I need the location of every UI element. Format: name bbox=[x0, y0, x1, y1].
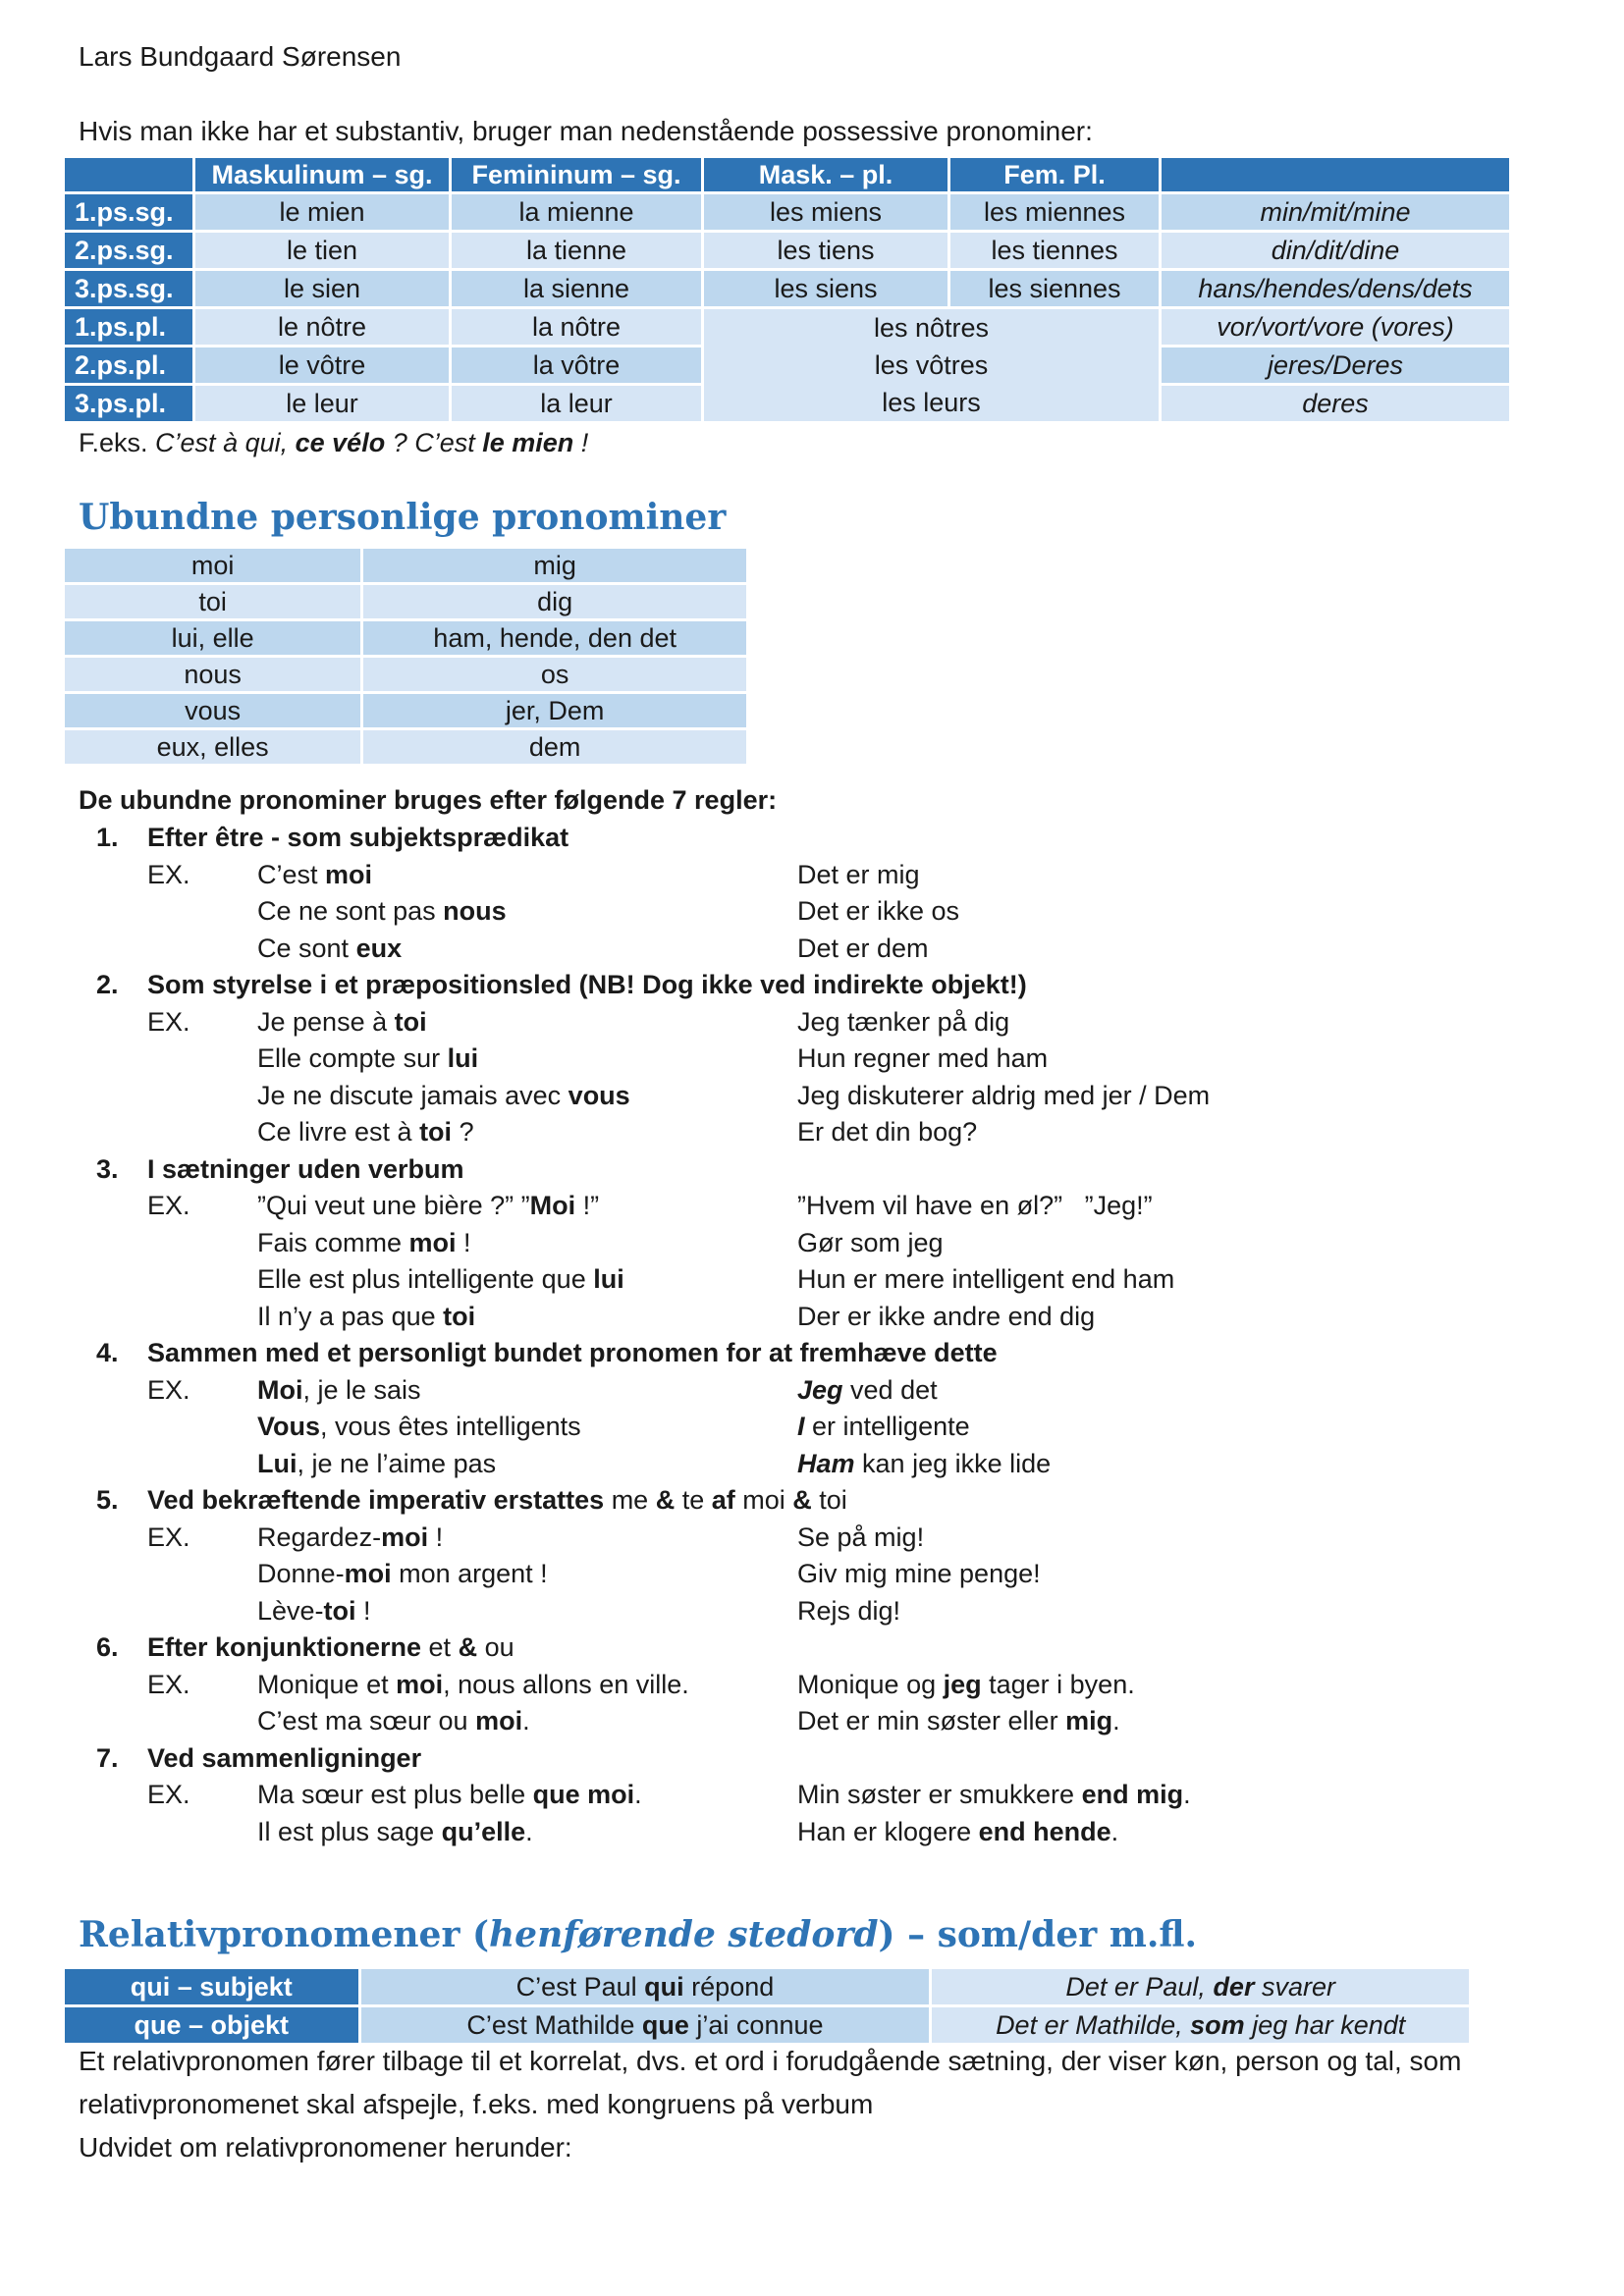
rule-title-part: me bbox=[604, 1485, 656, 1515]
table-cell: les siennes bbox=[950, 271, 1159, 306]
example-line bbox=[79, 428, 588, 458]
da-text: Han er klogere bbox=[797, 1817, 979, 1846]
french-example bbox=[257, 1264, 624, 1295]
rule-number: 5. bbox=[96, 1485, 119, 1515]
french-example bbox=[257, 1302, 475, 1332]
fr-text: Monique et bbox=[257, 1670, 397, 1699]
row-label: 3.ps.sg. bbox=[65, 271, 192, 306]
table-cell: le nôtre bbox=[195, 309, 449, 345]
da-bold: Ham bbox=[797, 1449, 855, 1478]
fr-bold: Moi bbox=[257, 1375, 303, 1405]
rule-title: Ved sammenligninger bbox=[147, 1743, 422, 1773]
fr-text: Donne- bbox=[257, 1559, 345, 1588]
fr-text: , nous allons en ville. bbox=[443, 1670, 689, 1699]
french-example bbox=[257, 1375, 421, 1406]
fr-text: !” bbox=[575, 1191, 600, 1220]
fr-text: ! bbox=[355, 1596, 371, 1626]
relative-paragraph bbox=[79, 2040, 1551, 2169]
danish-example bbox=[797, 1449, 1051, 1479]
table-row bbox=[65, 621, 746, 655]
da-bold: end mig bbox=[1081, 1780, 1184, 1809]
danish-example: Er det din bog? bbox=[797, 1117, 978, 1147]
french-example bbox=[257, 1670, 689, 1700]
table-cell: ham, hende, den det bbox=[363, 621, 746, 655]
rule-title-part: & bbox=[458, 1632, 478, 1662]
danish-example: Der er ikke andre end dig bbox=[797, 1302, 1096, 1331]
ex-label: EX. bbox=[147, 1191, 190, 1220]
rule-number: 4. bbox=[96, 1338, 119, 1367]
french-example bbox=[257, 1191, 599, 1221]
fr-bold: Lui bbox=[257, 1449, 298, 1478]
example-text: ? C’est bbox=[385, 428, 483, 457]
da-text: . bbox=[1110, 1817, 1119, 1846]
fr-bold: moi bbox=[396, 1670, 444, 1699]
table-cell: le vôtre bbox=[195, 347, 449, 383]
fr-bold: qu’elle bbox=[441, 1817, 526, 1846]
plural-1: les nôtres bbox=[873, 313, 990, 343]
table-cell: la tienne bbox=[452, 233, 701, 268]
fr-bold: qui bbox=[644, 1971, 684, 2002]
row-label: 2.ps.sg. bbox=[65, 233, 192, 268]
fr-bold: vous bbox=[568, 1081, 630, 1110]
table-cell: la leur bbox=[452, 386, 701, 421]
fr-text: . bbox=[522, 1706, 530, 1735]
table-cell: le mien bbox=[195, 194, 449, 230]
example-text: ! bbox=[573, 428, 589, 457]
fr-text: Ma sœur est plus belle bbox=[257, 1780, 533, 1809]
da-bold: I bbox=[797, 1412, 805, 1441]
rule-number: 3. bbox=[96, 1154, 119, 1184]
fr-text: ! bbox=[456, 1228, 471, 1257]
da-text: . bbox=[1183, 1780, 1191, 1809]
da-text: Min søster er smukkere bbox=[797, 1780, 1082, 1809]
fr-bold: moi bbox=[408, 1228, 457, 1257]
fr-bold: moi bbox=[325, 860, 373, 889]
plural-2: les vôtres bbox=[874, 350, 989, 380]
french-example bbox=[257, 1117, 474, 1148]
heading-part: henførende stedord bbox=[489, 1914, 879, 1955]
danish-example: Hun regner med ham bbox=[797, 1043, 1049, 1073]
rule-title bbox=[147, 1632, 514, 1663]
intro-text: Hvis man ikke har et substantiv, bruger man nedenstående possessive pronominer: bbox=[79, 116, 1093, 146]
rule-title-part: moi bbox=[734, 1485, 793, 1515]
table-cell: dem bbox=[363, 730, 746, 764]
row-label: 2.ps.pl. bbox=[65, 347, 192, 383]
da-bold: end hende bbox=[978, 1817, 1111, 1846]
fr-text: , je ne l’aime pas bbox=[297, 1449, 497, 1478]
personal-pronoun-table bbox=[62, 546, 749, 767]
fr-text: Je ne discute jamais avec bbox=[257, 1081, 568, 1110]
table-cell: la vôtre bbox=[452, 347, 701, 383]
header-cell bbox=[1162, 158, 1509, 191]
plural-merged-cell bbox=[704, 309, 1159, 421]
table-row bbox=[65, 271, 1509, 306]
fr-text: Ce livre est à bbox=[257, 1117, 420, 1147]
fr-bold: toi bbox=[443, 1302, 476, 1331]
ex-label: EX. bbox=[147, 1522, 190, 1552]
fr-text: ”Qui veut une bière ?” ” bbox=[257, 1191, 530, 1220]
fr-bold: toi bbox=[419, 1117, 453, 1147]
table-cell: vous bbox=[65, 694, 360, 727]
da-text: er intelligente bbox=[804, 1412, 970, 1441]
table-cell: moi bbox=[65, 549, 360, 582]
author-name: Lars Bundgaard Sørensen bbox=[79, 41, 402, 72]
rule-title bbox=[147, 1485, 847, 1516]
table-cell: nous bbox=[65, 658, 360, 691]
table-row bbox=[65, 309, 1509, 345]
danish-example: Giv mig mine penge! bbox=[797, 1559, 1041, 1588]
da-bold: jeg bbox=[943, 1670, 982, 1699]
header-cell: Fem. Pl. bbox=[950, 158, 1159, 191]
da-text: Monique og bbox=[797, 1670, 944, 1699]
heading-part: Relativpronomener ( bbox=[79, 1914, 489, 1955]
ex-label: EX. bbox=[147, 1375, 190, 1405]
table-cell bbox=[361, 1969, 930, 2004]
rule-title: Efter être - som subjektsprædikat bbox=[147, 823, 569, 852]
fr-text: Fais comme bbox=[257, 1228, 409, 1257]
rule-title-part: toi bbox=[811, 1485, 847, 1515]
table-cell: les tiens bbox=[704, 233, 947, 268]
danish-example bbox=[797, 1375, 938, 1406]
da-text: Det er Paul, bbox=[1065, 1971, 1214, 2002]
row-label: qui – subjekt bbox=[65, 1969, 358, 2004]
table-cell: eux, elles bbox=[65, 730, 360, 764]
table-row bbox=[65, 233, 1509, 268]
table-cell: le sien bbox=[195, 271, 449, 306]
rule-number: 6. bbox=[96, 1632, 119, 1662]
table-cell: la nôtre bbox=[452, 309, 701, 345]
fr-text: Ce sont bbox=[257, 934, 356, 963]
fr-text: C’est Paul bbox=[515, 1971, 645, 2002]
table-cell: jeres/Deres bbox=[1162, 347, 1509, 383]
rule-title: Sammen med et personligt bundet pronomen for at fremhæve dette bbox=[147, 1338, 998, 1367]
french-example bbox=[257, 1007, 427, 1038]
da-text: kan jeg ikke lide bbox=[854, 1449, 1052, 1478]
table-cell: les miennes bbox=[950, 194, 1159, 230]
rule-title-part: et bbox=[421, 1632, 459, 1662]
section-heading-personal: Ubundne personlige pronominer bbox=[79, 497, 727, 538]
relative-pronoun-table bbox=[62, 1966, 1472, 2046]
french-example bbox=[257, 1780, 642, 1810]
fr-bold: que bbox=[641, 2009, 689, 2040]
fr-bold: Vous bbox=[257, 1412, 321, 1441]
table-row bbox=[65, 585, 746, 618]
table-cell: le tien bbox=[195, 233, 449, 268]
table-cell: dig bbox=[363, 585, 746, 618]
french-example bbox=[257, 1449, 496, 1479]
fr-text: Lève- bbox=[257, 1596, 324, 1626]
danish-example: Det er ikke os bbox=[797, 896, 960, 926]
da-text: ved det bbox=[842, 1375, 938, 1405]
fr-text: . bbox=[525, 1817, 533, 1846]
table-row bbox=[65, 194, 1509, 230]
rule-title: I sætninger uden verbum bbox=[147, 1154, 464, 1184]
table-row bbox=[65, 694, 746, 727]
fr-bold: nous bbox=[443, 896, 507, 926]
fr-text: répond bbox=[683, 1971, 775, 2002]
section-heading-relative bbox=[79, 1914, 1197, 1955]
danish-example: Det er dem bbox=[797, 934, 929, 963]
fr-bold: eux bbox=[355, 934, 403, 963]
table-cell bbox=[932, 1969, 1469, 2004]
fr-text: ! bbox=[428, 1522, 444, 1552]
ex-label: EX. bbox=[147, 1670, 190, 1699]
fr-bold: toi bbox=[323, 1596, 356, 1626]
table-cell bbox=[932, 2007, 1469, 2043]
table-cell: les tiennes bbox=[950, 233, 1159, 268]
example-bold: ce vélo bbox=[295, 428, 386, 457]
paragraph-text: Et relativpronomen fører tilbage til et korrelat, dvs. et ord i forudgående sætning, der viser køn, person og tal, som relativpronomenet skal afspejle, f.eks. med kongruens på verbum bbox=[79, 2046, 1462, 2119]
french-example bbox=[257, 1596, 371, 1627]
french-example bbox=[257, 1043, 478, 1074]
danish-example bbox=[797, 1670, 1135, 1700]
table-cell: le leur bbox=[195, 386, 449, 421]
da-bold: som bbox=[1190, 2009, 1245, 2040]
table-cell: mig bbox=[363, 549, 746, 582]
rule-number: 2. bbox=[96, 970, 119, 999]
heading-part: ) – som/der m.fl. bbox=[878, 1914, 1198, 1955]
da-text: Det er Mathilde, bbox=[996, 2009, 1191, 2040]
da-text: Det er min søster eller bbox=[797, 1706, 1066, 1735]
fr-bold: moi bbox=[344, 1559, 392, 1588]
ex-label: EX. bbox=[147, 860, 190, 889]
rule-title-part: Efter konjunktionerne bbox=[147, 1632, 422, 1662]
plural-3: les leurs bbox=[882, 388, 981, 417]
table-cell: les miens bbox=[704, 194, 947, 230]
french-example bbox=[257, 1559, 548, 1589]
table-cell: os bbox=[363, 658, 746, 691]
table-row bbox=[65, 2007, 1469, 2043]
fr-text: C’est ma sœur ou bbox=[257, 1706, 476, 1735]
da-bold: mig bbox=[1065, 1706, 1113, 1735]
table-header-row bbox=[65, 158, 1509, 191]
fr-bold: Moi bbox=[529, 1191, 576, 1220]
fr-bold: que moi bbox=[532, 1780, 635, 1809]
fr-text: Il n’y a pas que bbox=[257, 1302, 444, 1331]
row-label: 1.ps.pl. bbox=[65, 309, 192, 345]
fr-text: Elle est plus intelligente que bbox=[257, 1264, 594, 1294]
da-text: . bbox=[1112, 1706, 1120, 1735]
danish-example: Det er mig bbox=[797, 860, 920, 889]
possessive-table bbox=[62, 155, 1512, 424]
danish-example: Jeg diskuterer aldrig med jer / Dem bbox=[797, 1081, 1211, 1110]
table-cell bbox=[361, 2007, 930, 2043]
danish-example bbox=[797, 1817, 1118, 1847]
example-bold: le mien bbox=[482, 428, 574, 457]
table-row bbox=[65, 730, 746, 764]
table-cell: min/mit/mine bbox=[1162, 194, 1509, 230]
table-cell: deres bbox=[1162, 386, 1509, 421]
table-cell: la sienne bbox=[452, 271, 701, 306]
table-cell: vor/vort/vore (vores) bbox=[1162, 309, 1509, 345]
fr-text: Elle compte sur bbox=[257, 1043, 448, 1073]
fr-text: , vous êtes intelligents bbox=[320, 1412, 581, 1441]
danish-example: Se på mig! bbox=[797, 1522, 925, 1552]
header-cell: Mask. – pl. bbox=[704, 158, 947, 191]
table-cell: jer, Dem bbox=[363, 694, 746, 727]
fr-text: Il est plus sage bbox=[257, 1817, 442, 1846]
da-text: svarer bbox=[1254, 1971, 1335, 2002]
rule-number: 7. bbox=[96, 1743, 119, 1773]
french-example bbox=[257, 1412, 581, 1442]
rule-title-part: Ved bekræftende imperativ erstattes bbox=[147, 1485, 605, 1515]
french-example bbox=[257, 1522, 443, 1553]
fr-text: j’ai connue bbox=[688, 2009, 824, 2040]
fr-text: ? bbox=[452, 1117, 474, 1147]
da-bold: der bbox=[1213, 1971, 1255, 2002]
table-cell: la mienne bbox=[452, 194, 701, 230]
danish-example: Rejs dig! bbox=[797, 1596, 901, 1626]
row-label: que – objekt bbox=[65, 2007, 358, 2043]
fr-text: Regardez- bbox=[257, 1522, 382, 1552]
danish-example: Hun er mere intelligent end ham bbox=[797, 1264, 1175, 1294]
fr-text: Ce ne sont pas bbox=[257, 896, 444, 926]
da-bold: Jeg bbox=[797, 1375, 843, 1405]
rule-title-part: & bbox=[792, 1485, 812, 1515]
table-cell: din/dit/dine bbox=[1162, 233, 1509, 268]
example-text: C’est à qui, bbox=[155, 428, 296, 457]
table-cell: hans/hendes/dens/dets bbox=[1162, 271, 1509, 306]
fr-bold: moi bbox=[381, 1522, 429, 1552]
paragraph-text: Udvidet om relativpronomener herunder: bbox=[79, 2132, 572, 2163]
fr-bold: lui bbox=[593, 1264, 624, 1294]
rule-title-part: & bbox=[655, 1485, 676, 1515]
header-cell: Femininum – sg. bbox=[452, 158, 701, 191]
french-example bbox=[257, 1817, 533, 1847]
ex-label: EX. bbox=[147, 1780, 190, 1809]
rule-title-part: ou bbox=[477, 1632, 514, 1662]
french-example bbox=[257, 860, 372, 890]
table-cell: les siens bbox=[704, 271, 947, 306]
rule-title: Som styrelse i et præpositionsled (NB! Dog ikke ved indirekte objekt!) bbox=[147, 970, 1027, 999]
fr-text: , je le sais bbox=[302, 1375, 421, 1405]
rule-title-part: te bbox=[675, 1485, 712, 1515]
row-label: 1.ps.sg. bbox=[65, 194, 192, 230]
fr-text: mon argent ! bbox=[391, 1559, 548, 1588]
table-cell: lui, elle bbox=[65, 621, 360, 655]
danish-example: Gør som jeg bbox=[797, 1228, 944, 1257]
french-example bbox=[257, 1081, 630, 1111]
fr-bold: toi bbox=[394, 1007, 427, 1037]
table-cell: toi bbox=[65, 585, 360, 618]
fr-text: C’est Mathilde bbox=[466, 2009, 642, 2040]
rule-title-part: af bbox=[711, 1485, 735, 1515]
danish-example bbox=[797, 1412, 970, 1442]
french-example bbox=[257, 934, 402, 964]
danish-example: Jeg tænker på dig bbox=[797, 1007, 1010, 1037]
table-row bbox=[65, 549, 746, 582]
danish-example: ”Hvem vil have en øl?” ”Jeg!” bbox=[797, 1191, 1153, 1220]
header-cell bbox=[65, 158, 192, 191]
fr-text: . bbox=[634, 1780, 642, 1809]
rule-number: 1. bbox=[96, 823, 119, 852]
ex-label: EX. bbox=[147, 1007, 190, 1037]
da-text: tager i byen. bbox=[981, 1670, 1135, 1699]
danish-example bbox=[797, 1706, 1120, 1736]
example-prefix: F.eks. bbox=[79, 428, 148, 457]
fr-bold: moi bbox=[475, 1706, 523, 1735]
row-label: 3.ps.pl. bbox=[65, 386, 192, 421]
fr-text: Je pense à bbox=[257, 1007, 395, 1037]
table-row bbox=[65, 658, 746, 691]
fr-bold: lui bbox=[447, 1043, 479, 1073]
fr-text: C’est bbox=[257, 860, 326, 889]
da-text: jeg har kendt bbox=[1244, 2009, 1406, 2040]
table-row bbox=[65, 1969, 1469, 2004]
french-example bbox=[257, 1228, 471, 1258]
french-example bbox=[257, 1706, 530, 1736]
danish-example bbox=[797, 1780, 1191, 1810]
header-cell: Maskulinum – sg. bbox=[195, 158, 449, 191]
french-example bbox=[257, 896, 507, 927]
rules-heading: De ubundne pronominer bruges efter følgende 7 regler: bbox=[79, 785, 778, 815]
